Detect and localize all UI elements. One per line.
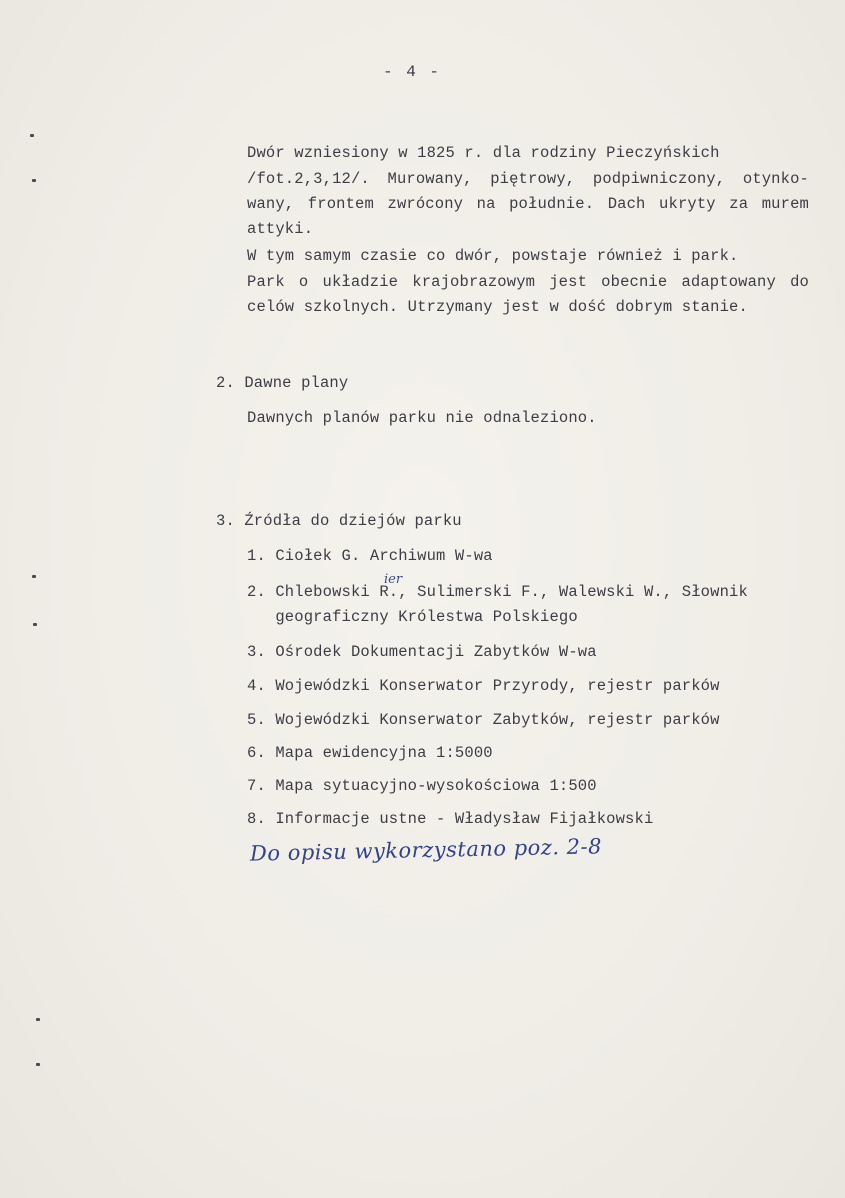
list-item: 3. Ośrodek Dokumentacji Zabytków W-wa	[247, 643, 597, 661]
paragraph-line: wany, frontem zwrócony na południe. Dach ukryty za murem	[247, 195, 809, 213]
list-item: 2. Chlebowski R., Sulimerski F., Walewski W., Słownik	[247, 583, 748, 601]
punch-mark	[36, 1018, 40, 1021]
punch-mark	[32, 575, 36, 578]
paragraph-line: W tym samym czasie co dwór, powstaje również i park.	[247, 247, 739, 265]
list-item: 7. Mapa sytuacyjno-wysokościowa 1:500	[247, 777, 597, 795]
section-text: Dawnych planów parku nie odnaleziono.	[247, 409, 597, 427]
punch-mark	[36, 1063, 40, 1066]
punch-mark	[32, 179, 36, 182]
list-item: 6. Mapa ewidencyjna 1:5000	[247, 744, 493, 762]
section-heading: 2. Dawne plany	[216, 374, 349, 392]
list-item: 4. Wojewódzki Konserwator Przyrody, rejestr parków	[247, 677, 720, 695]
handwritten-correction: ier	[384, 572, 403, 587]
list-item: geograficzny Królestwa Polskiego	[247, 608, 578, 626]
paragraph-line: Dwór wzniesiony w 1825 r. dla rodziny Pieczyńskich	[247, 144, 720, 162]
section-heading: 3. Źródła do dziejów parku	[216, 512, 462, 530]
punch-mark	[33, 623, 37, 626]
page-number: - 4 -	[382, 63, 441, 81]
paragraph-line: /fot.2,3,12/. Murowany, piętrowy, podpiwniczony, otynko-	[247, 170, 809, 188]
list-item: 1. Ciołek G. Archiwum W-wa	[247, 547, 493, 565]
list-item: 8. Informacje ustne - Władysław Fijałkowski	[247, 810, 654, 828]
list-item: 5. Wojewódzki Konserwator Zabytków, rejestr parków	[247, 711, 720, 729]
punch-mark	[30, 134, 34, 137]
paragraph-line: Park o układzie krajobrazowym jest obecnie adaptowany do	[247, 273, 809, 291]
paragraph-line: attyki.	[247, 220, 314, 238]
handwritten-annotation: Do opisu wykorzystano poz. 2-8	[249, 834, 603, 866]
paragraph-line: celów szkolnych. Utrzymany jest w dość dobrym stanie.	[247, 298, 748, 316]
